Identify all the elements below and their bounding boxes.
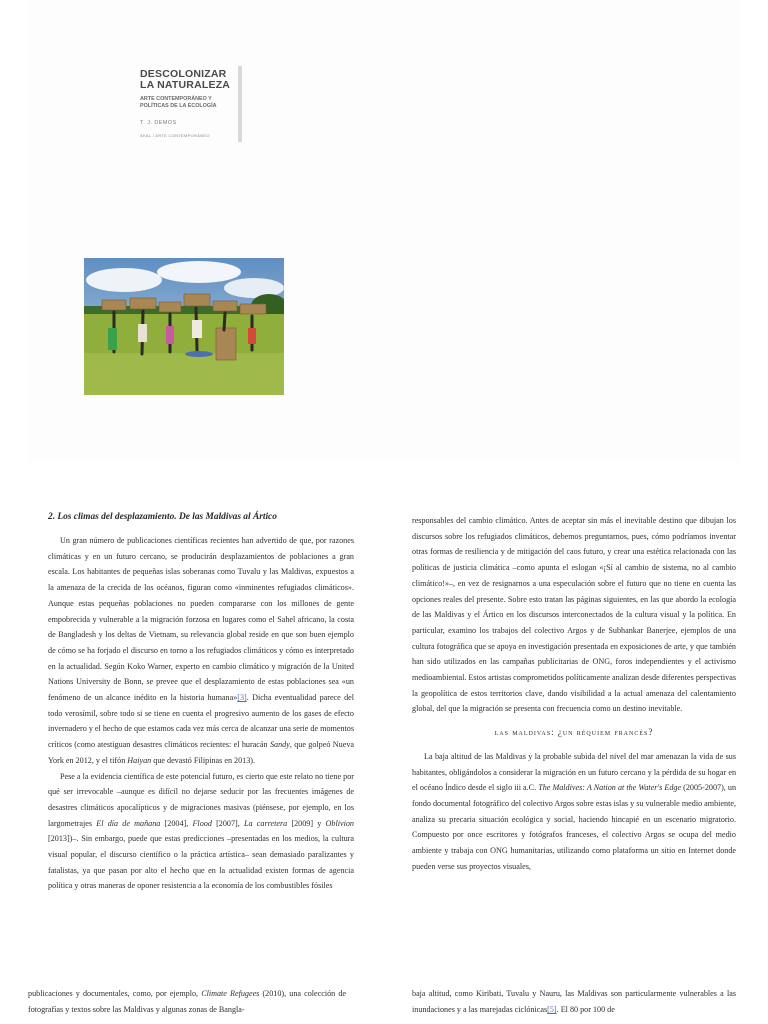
cover-publisher: AKAL / ARTE CONTEMPORÁNEO (140, 133, 210, 138)
left-column (48, 533, 354, 894)
paragraph: responsables del cambio climático. Antes de aceptar sin más el inevitable destino que dibujan los discursos sobre los refugiados climáticos, debemos preguntarnos, pues, cómo podríamos inventar otras formas de resiliencia y de mitigación del caos futuro, y crear una estética relacionada con las políticas de justicia climática –como apunta el eslogan «¡Sí al cambio de sistema, no al cambio climático!»–, en vez de resignarnos a una especulación sobre el futuro que no tiene en cuenta las opciones reales del presente. Sobre esto tratan las páginas siguientes, en las que abordo la ecología de las Maldivas y el Ártico en los discursos interconectados de la cultura visual y la política. En particular, examino los trabajos del colectivo Argos y de Subhankar Banerjee, ejemplos de una cultura fotográfica que se apoya en investigación presentada en exposiciones de arte, y que también han sido utilizados en las campañas publicitarias de ONG, foros independientes y el activismo medioambiental. Estos artistas comprometidos políticamente analizan desde diferentes perspectivas la geopolítica de estos territorios clave, dando visibilidad a la actual amenaza del calentamiento global, del que la migración se presenta con frecuencia como un destino inevitable. (412, 516, 736, 714)
next-page-left-column (28, 986, 346, 1017)
right-column (412, 513, 736, 874)
footnote-link[interactable]: [5] (547, 1004, 557, 1014)
cover-title: DESCOLONIZAR LA NATURALEZA (140, 68, 231, 91)
paragraph: baja altitud, como Kiribati, Tuvalu y Nauru, las Maldivas son particularmente vulnerables a las inundaciones y a las marejadas ciclónicas[5]. El 80 por 100 de (412, 989, 736, 1014)
cover-photo (84, 258, 284, 395)
next-page-right-column (412, 986, 736, 1017)
section-heading: 2. Los climas del desplazamiento. De las Maldivas al Ártico (48, 512, 277, 522)
paragraph: Un gran número de publicaciones científicas recientes han advertido de que, por razones climáticas y en un futuro cercano, se producirán desplazamientos de poblaciones a gran escala. Los habitantes de pequeñas islas soberanas como Tuvalu y las Maldivas, expuestos a la amenaza de la crecida de los océanos, figuran como «inminentes refugiados climáticos». Aunque estas pequeñas poblaciones no pueden compararse con los millones de gente empobrecida y vulnerable a la migración forzosa en lugares como el Sahel africano, la costa de Bangladesh y los deltas de Vietnam, su relevancia global reside en que son buen ejemplo de cómo se ha forjado el discurso en torno a los refugiados climáticos y cómo es interpretado en la actualidad. Según Koko Warner, experto en cambio climático y migración de la United Nations University de Bonn, se prevee que el desplazamiento de estas poblaciones sea «un fenómeno de un alcance inédito en la historia humana»[3]. Dicha eventualidad parece del todo verosímil, sobre todo si se tiene en cuenta el progresivo aumento de los gases de efecto invernadero y el hecho de que estamos cada vez más cerca de alcanzar una serie de momentos críticos (como atestiguan desastres climáticos recientes: el huracán Sandy, que golpeó Nueva York en 2012, y el tifón Haiyan que devastó Filipinas en 2013). (48, 536, 354, 765)
cover-subtitle: ARTE CONTEMPORÁNEO Y POLÍTICAS DE LA ECOLOGÍA (140, 96, 217, 109)
paragraph: publicaciones y documentales, como, por ejemplo, Climate Refugees (2010), una colección de fotografías y textos sobre las Maldivas y algunas zonas de Bangla- (28, 989, 346, 1014)
paragraph: Pese a la evidencia científica de este potencial futuro, es cierto que este relato no tiene por qué ser irrevocable –aunque es difícil no dejarse seducir por las frecuentes imágenes de desastres climáticos apocalípticos y de migraciones masivas (piénsese, por ejemplo, en los largometrajes El día de mañana [2004], Flood [2007], La carretera [2009] y Oblivion [2013])–. Sin embargo, puede que estas predicciones –presentadas en los medios, la cultura visual popular, el discurso científico o la práctica artística– sean demasiado paralizantes y fatalistas, ya que pasan por alto el hecho que en la actualidad existen formas de agencia política y otras maneras de oponer resistencia a la economía de los combustibles fósiles (48, 771, 354, 891)
cover-author: T. J. DEMOS (140, 120, 177, 126)
subsection-heading: las maldivas: ¿un réquiem francés? (494, 727, 654, 738)
paragraph: La baja altitud de las Maldivas y la probable subida del nivel del mar amenazan la vida de sus habitantes, obligándolos a considerar la migración en un futuro cercano y la pérdida de su hogar en el océano Índico desde el siglo iii a.C. The Maldives: A Nation at the Water's Edge (2005-2007), un fondo documental fotográfico del colectivo Argos sobre estas islas y su vulnerable medio ambiente, analiza su precaria situación ecológica y social, haciendo hincapié en un escenario migratorio. Compuesto por once escritores y fotógrafos franceses, el colectivo Argos se ocupa del medio ambiente y trabaja con ONG humanitarias, utilizando como plataforma un sitio en Internet donde pueden verse sus proyectos visuales, (412, 751, 737, 871)
footnote-link[interactable]: [3] (237, 693, 247, 703)
book-cover (131, 64, 241, 146)
